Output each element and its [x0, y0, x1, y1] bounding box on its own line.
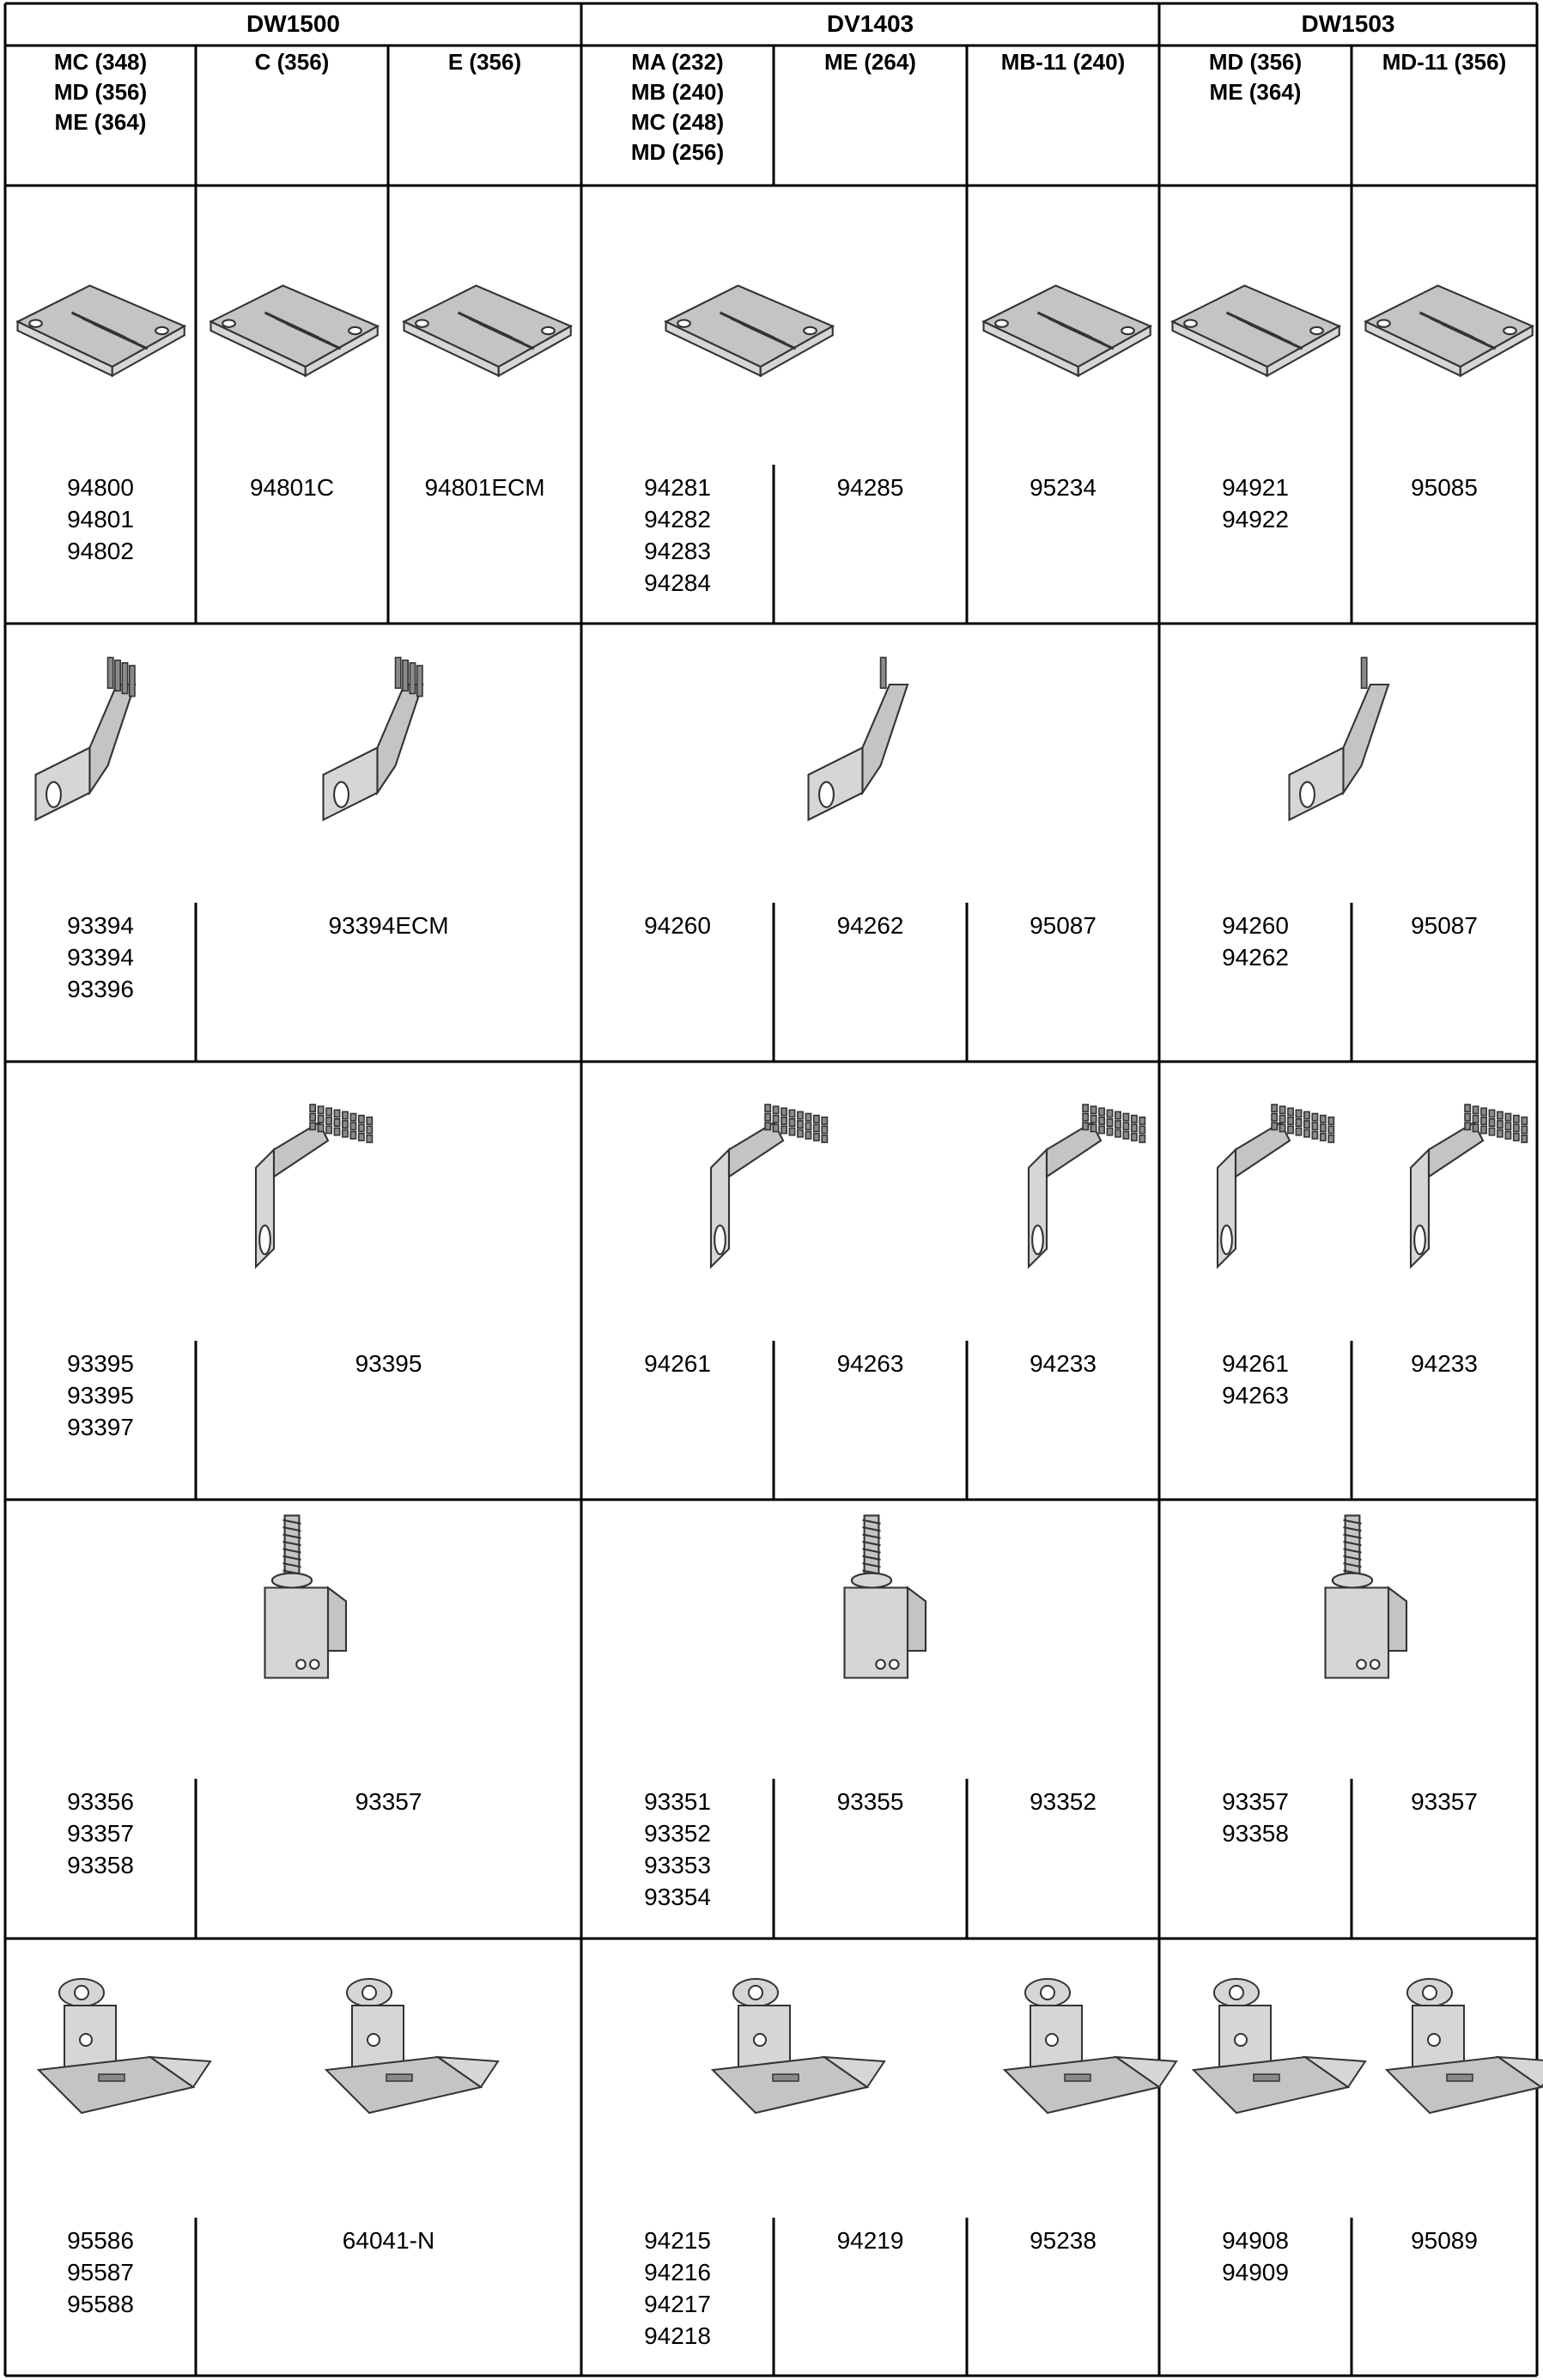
needle-clamp-part-number: 93352: [1030, 1788, 1097, 1815]
differential-feed-dog-part-number: 95087: [1411, 912, 1478, 939]
machine-header-dw1503: DW1503: [1301, 10, 1395, 37]
differential-feed-dog-part-number: 93394 93394 93396: [67, 912, 134, 1002]
needle-clamp-drawing: [845, 1516, 926, 1678]
main-feed-dog-drawing: [1029, 1105, 1145, 1267]
differential-feed-dog-part-number: 93394ECM: [328, 912, 449, 939]
main-feed-dog-part-number: 94233: [1030, 1350, 1097, 1377]
differential-feed-dog-part-number: 95087: [1030, 912, 1097, 939]
needle-plate-part-number: 94800 94801 94802: [67, 474, 134, 564]
main-feed-dog-part-number: 94263: [836, 1350, 904, 1377]
presser-foot-drawing: [713, 1979, 884, 2113]
needle-clamp-part-number: 93355: [836, 1788, 904, 1815]
main-feed-dog-part-number: 94261 94263: [1222, 1350, 1289, 1409]
needle-plate-part-number: 95234: [1030, 474, 1097, 501]
main-feed-dog-part-number: 93395: [355, 1350, 422, 1377]
needle-plate-drawing: [404, 286, 571, 376]
presser-foot-part-number: 94219: [836, 2227, 904, 2254]
differential-feed-dog-part-number: 94262: [836, 912, 904, 939]
presser-foot-part-number: 94215 94216 94217 94218: [644, 2227, 711, 2349]
needle-clamp-part-number: 93357 93358: [1222, 1788, 1289, 1847]
needle-clamp-part-number: 93357: [355, 1788, 422, 1815]
needle-clamp-part-number: 93357: [1411, 1788, 1478, 1815]
needle-plate-drawing: [984, 286, 1151, 376]
presser-foot-drawing: [1387, 1979, 1543, 2113]
presser-foot-part-number: 95238: [1030, 2227, 1097, 2254]
main-feed-dog-drawing: [1218, 1105, 1333, 1267]
needle-plate-part-number: 94801ECM: [424, 474, 545, 501]
model-subheader: MD-11 (356): [1382, 49, 1507, 75]
model-subheader: MD (356) ME (364): [1208, 49, 1303, 105]
needle-plate-part-number: 94281 94282 94283 94284: [644, 474, 711, 596]
model-subheader: MB-11 (240): [1000, 49, 1126, 75]
main-feed-dog-part-number: 94261: [644, 1350, 711, 1377]
machine-header-dw1500: DW1500: [246, 10, 340, 37]
feed-dog-drawing: [36, 658, 136, 820]
needle-plate-part-number: 94921 94922: [1222, 474, 1289, 533]
presser-foot-part-number: 94908 94909: [1222, 2227, 1289, 2286]
needle-plate-drawing: [1173, 286, 1339, 376]
presser-foot-part-number: 95089: [1411, 2227, 1478, 2254]
machine-header-dv1403: DV1403: [826, 10, 914, 37]
presser-foot-part-number: 95586 95587 95588: [67, 2227, 134, 2317]
needle-plate-drawing: [1366, 286, 1533, 376]
main-feed-dog-drawing: [711, 1105, 827, 1267]
needle-plate-part-number: 95085: [1411, 474, 1478, 501]
main-feed-dog-drawing: [256, 1105, 372, 1267]
model-subheader: ME (264): [824, 49, 916, 75]
needle-plate-drawing: [18, 286, 185, 376]
presser-foot-part-number: 64041-N: [342, 2227, 435, 2254]
model-subheader: E (356): [447, 49, 522, 75]
needle-plate-drawing: [211, 286, 378, 376]
presser-foot-drawing: [39, 1979, 210, 2113]
main-feed-dog-part-number: 93395 93395 93397: [67, 1350, 134, 1440]
feed-dog-drawing: [324, 658, 423, 820]
main-feed-dog-part-number: 94233: [1411, 1350, 1478, 1377]
needle-plate-drawing: [666, 286, 833, 376]
differential-feed-dog-part-number: 94260: [644, 912, 711, 939]
needle-plate-part-number: 94285: [836, 474, 904, 501]
needle-clamp-drawing: [265, 1516, 347, 1678]
model-subheader: MC (348) MD (356) ME (364): [53, 49, 148, 135]
feed-dog-drawing: [1290, 658, 1389, 820]
presser-foot-drawing: [1005, 1979, 1176, 2113]
presser-foot-drawing: [1194, 1979, 1365, 2113]
differential-feed-dog-part-number: 94260 94262: [1222, 912, 1289, 971]
needle-clamp-drawing: [1326, 1516, 1407, 1678]
needle-clamp-part-number: 93351 93352 93353 93354: [644, 1788, 711, 1910]
presser-foot-drawing: [326, 1979, 498, 2113]
main-feed-dog-drawing: [1411, 1105, 1527, 1267]
model-subheader: MA (232) MB (240) MC (248) MD (256): [630, 49, 725, 165]
needle-plate-part-number: 94801C: [249, 474, 335, 501]
model-subheader: C (356): [254, 49, 330, 75]
feed-dog-drawing: [809, 658, 908, 820]
needle-clamp-part-number: 93356 93357 93358: [67, 1788, 134, 1878]
